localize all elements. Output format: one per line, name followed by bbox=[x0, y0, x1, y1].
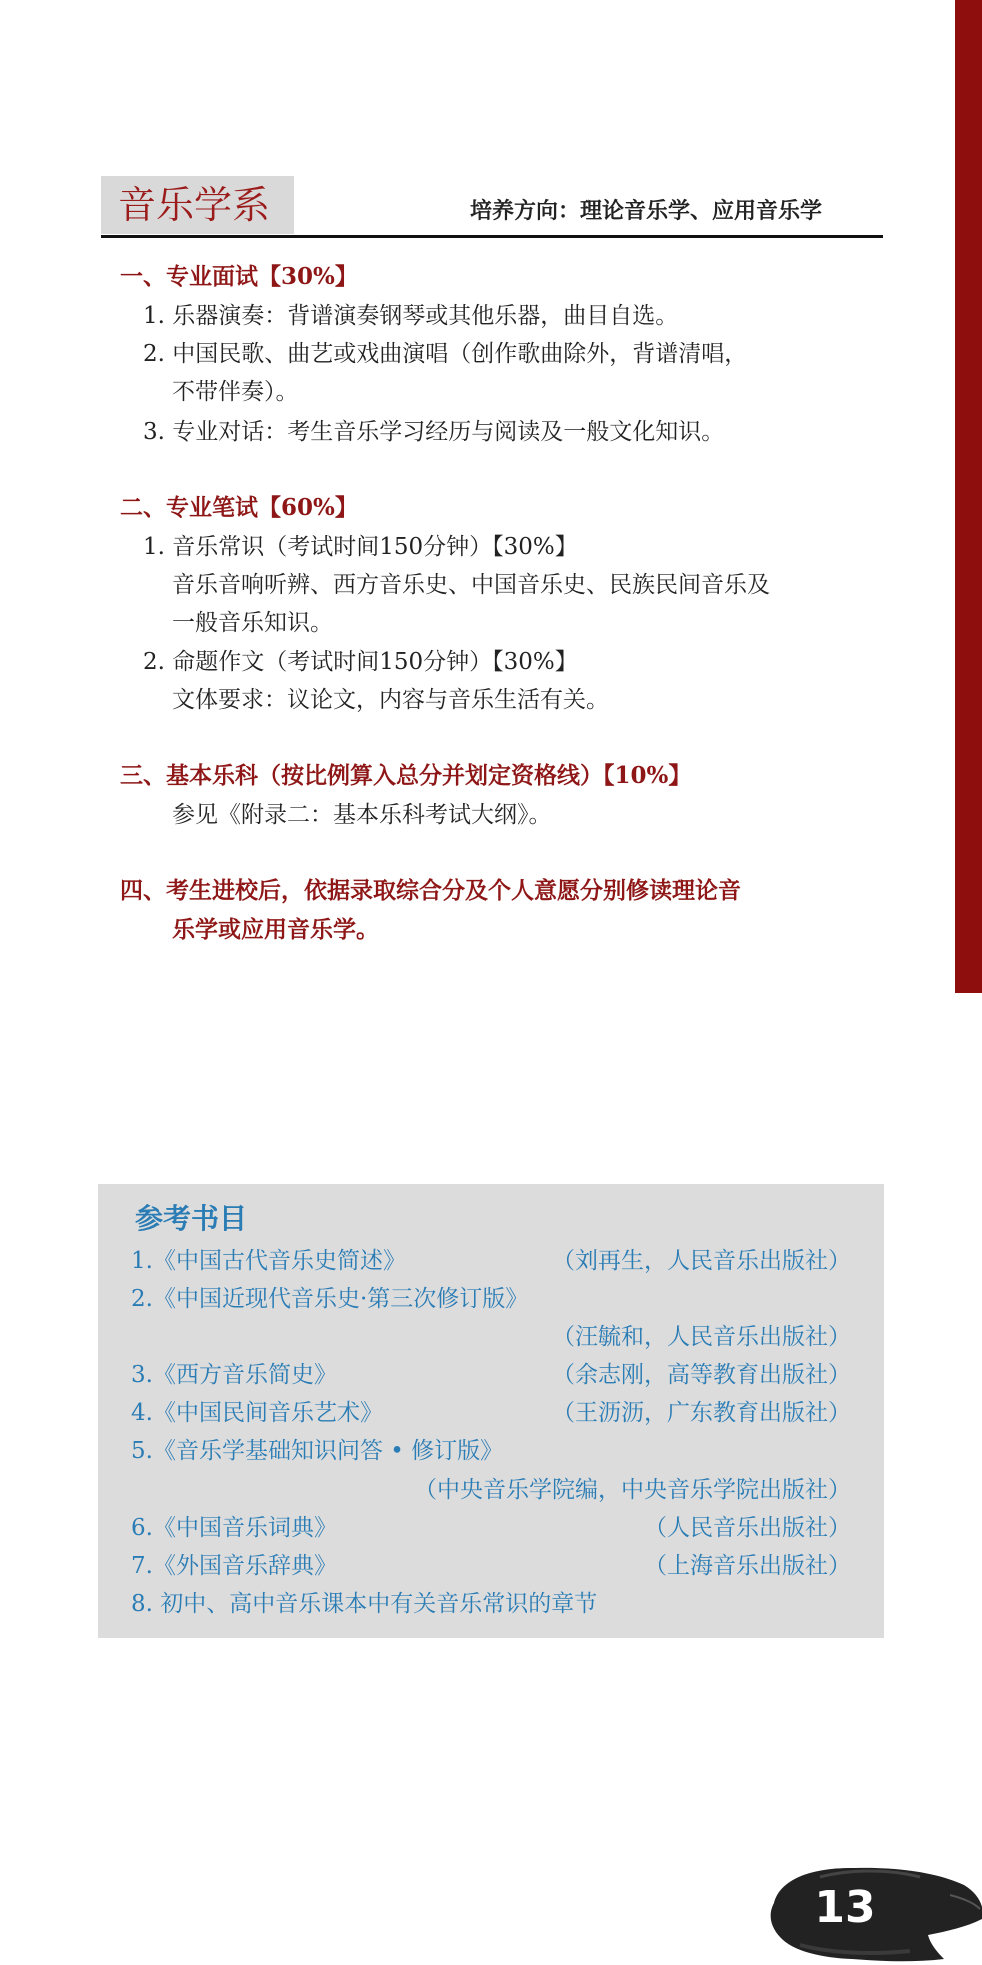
reference-book: 3.《西方音乐简史》 bbox=[131, 1362, 337, 1388]
section-enrollment-title-cont: 乐学或应用音乐学。 bbox=[172, 916, 379, 943]
reference-book: 8. 初中、高中音乐课本中有关音乐常识的章节 bbox=[131, 1591, 598, 1617]
section-item: 文体要求：议论文，内容与音乐生活有关。 bbox=[172, 687, 609, 713]
reference-book: 5.《音乐学基础知识问答 • 修订版》 bbox=[131, 1438, 504, 1464]
section-written-title: 二、专业笔试【60%】 bbox=[120, 494, 358, 521]
section-item: 2. 中国民歌、曲艺或戏曲演唱（创作歌曲除外，背谱清唱， bbox=[143, 341, 748, 367]
reference-book: 1.《中国古代音乐史简述》 bbox=[131, 1248, 406, 1274]
reference-book: 6.《中国音乐词典》 bbox=[131, 1515, 337, 1541]
section-basic-music-title: 三、基本乐科（按比例算入总分并划定资格线）【10%】 bbox=[120, 762, 692, 789]
reference-publisher: （人民音乐出版社） bbox=[644, 1515, 851, 1541]
reference-publisher: （余志刚，高等教育出版社） bbox=[552, 1362, 851, 1388]
section-item: 3. 专业对话：考生音乐学习经历与阅读及一般文化知识。 bbox=[143, 419, 725, 445]
references-title: 参考书目 bbox=[135, 1202, 248, 1235]
section-item: 1. 乐器演奏：背谱演奏钢琴或其他乐器，曲目自选。 bbox=[143, 303, 679, 329]
section-item: 不带伴奏）。 bbox=[172, 379, 299, 405]
header-divider bbox=[101, 235, 883, 238]
section-item: 音乐音响听辨、西方音乐史、中国音乐史、民族民间音乐及 bbox=[172, 572, 770, 598]
reference-publisher: （上海音乐出版社） bbox=[644, 1553, 851, 1579]
training-direction: 培养方向：理论音乐学、应用音乐学 bbox=[470, 198, 823, 224]
section-enrollment-title: 四、考生进校后，依据录取综合分及个人意愿分别修读理论音 bbox=[120, 877, 741, 904]
section-item: 1. 音乐常识（考试时间150分钟）【30%】 bbox=[143, 534, 578, 560]
section-item: 一般音乐知识。 bbox=[172, 610, 333, 636]
reference-book: 4.《中国民间音乐艺术》 bbox=[131, 1400, 383, 1426]
reference-publisher: （刘再生，人民音乐出版社） bbox=[552, 1248, 851, 1274]
section-item: 参见《附录二：基本乐科考试大纲》。 bbox=[172, 802, 552, 828]
reference-publisher: （中央音乐学院编，中央音乐学院出版社） bbox=[414, 1477, 851, 1503]
reference-publisher: （王沥沥，广东教育出版社） bbox=[552, 1400, 851, 1426]
department-title: 音乐学系 bbox=[118, 183, 271, 227]
red-side-bar bbox=[955, 0, 982, 993]
section-interview-title: 一、专业面试【30%】 bbox=[120, 263, 358, 290]
reference-book: 2.《中国近现代音乐史·第三次修订版》 bbox=[131, 1286, 529, 1312]
section-item: 2. 命题作文（考试时间150分钟）【30%】 bbox=[143, 649, 578, 675]
page-number: 13 bbox=[814, 1882, 876, 1933]
reference-publisher: （汪毓和，人民音乐出版社） bbox=[552, 1324, 851, 1350]
reference-book: 7.《外国音乐辞典》 bbox=[131, 1553, 337, 1579]
